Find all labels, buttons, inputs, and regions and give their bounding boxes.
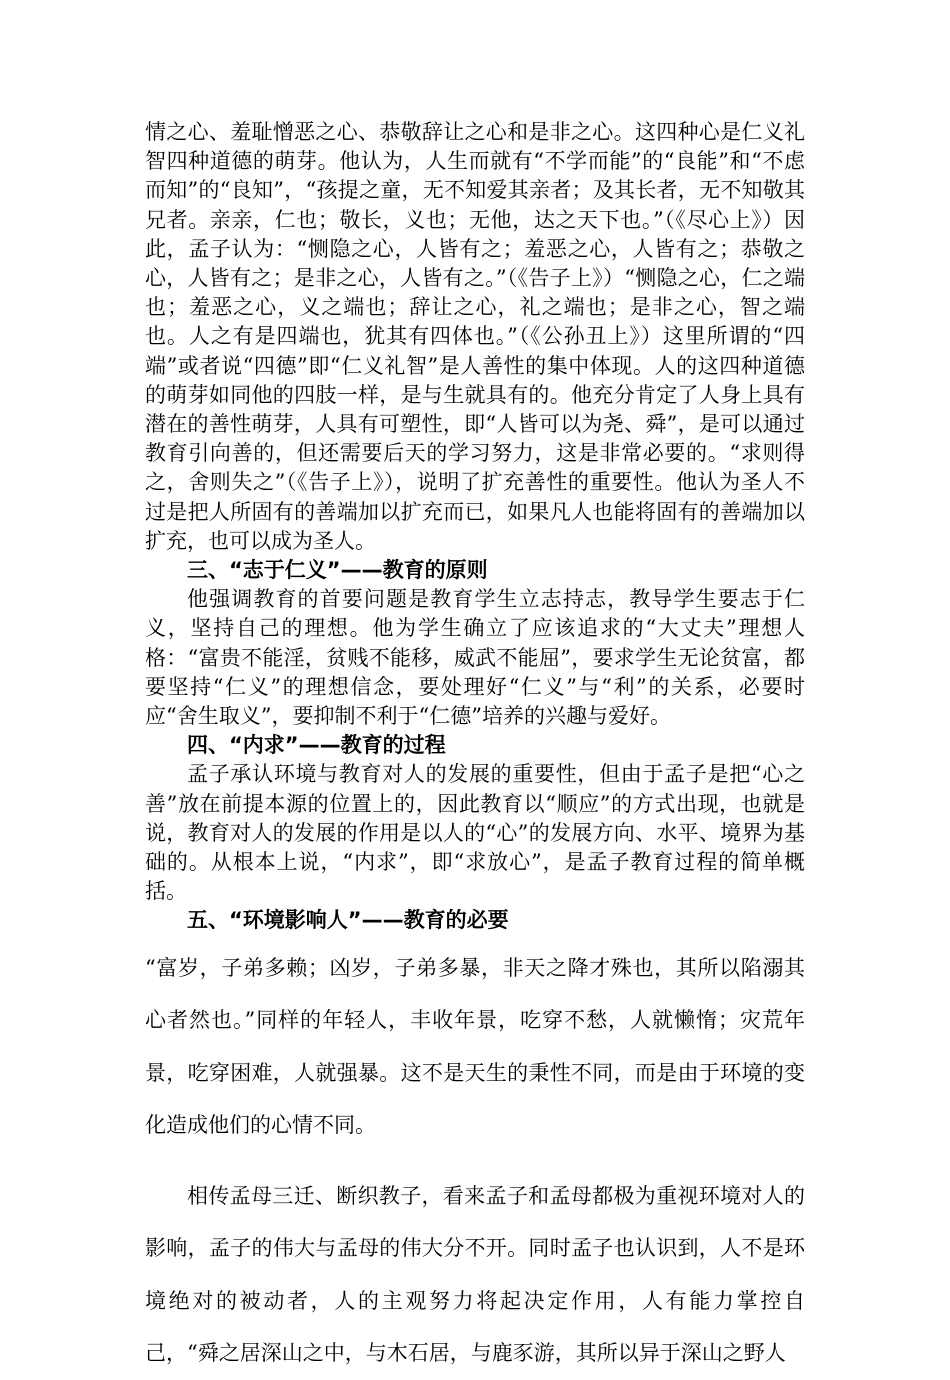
section-5-paragraph-1: “富岁，子弟多赖；凶岁，子弟多暴，非天之降才殊也，其所以陷溺其心者然也。”同样的年轻人，丰收年景，吃穿不愁，人就懒惰；灾荒年景，吃穿困难，人就强暴。这不是天生的秉性不同，而是由于环境的变化造成他们的心情不同。 xyxy=(145,955,805,1138)
section-5-paragraph-2: 相传孟母三迁、断织教子，看来孟子和孟母都极为重视环境对人的影响，孟子的伟大与孟母的伟大分不开。同时孟子也认识到，人不是环境绝对的被动者，人的主观努力将起决定作用，人有能力掌控自己，“舜之居深山之中，与木石居，与鹿豕游，其所以异于深山之野人 xyxy=(145,1183,805,1366)
section-4-heading: 四、“内求”——教育的过程 xyxy=(187,733,446,758)
document-body xyxy=(145,118,805,1380)
section-5-heading: 五、“环境影响人”——教育的必要 xyxy=(187,908,509,933)
section-3-heading: 三、“志于仁义”——教育的原则 xyxy=(187,558,488,583)
intro-paragraph: 情之心、羞耻憎恶之心、恭敬辞让之心和是非之心。这四种心是仁义礼智四种道德的萌芽。他认为，人生而就有“不学而能”的“良能”和“不虑而知”的“良知”，“孩提之童，无不知爱其亲者；及其长者，无不知敬其兄者。亲亲，仁也；敬长，义也；无他，达之天下也。”（《尽心上》）因此，孟子认为：“恻隐之心，人皆有之；羞恶之心，人皆有之；恭敬之心，人皆有之；是非之心，人皆有之。”（《告子上》）“恻隐之心，仁之端也；羞恶之心，义之端也；辞让之心，礼之端也；是非之心，智之端也。人之有是四端也，犹其有四体也。”（《公孙丑上》）这里所谓的“四端”或者说“四德”即“仁义礼智”是人善性的集中体现。人的这四种道德的萌芽如同他的四肢一样，是与生就具有的。他充分肯定了人身上具有潜在的善性萌芽，人具有可塑性，即“人皆可以为尧、舜”，是可以通过教育引向善的，但还需要后天的学习努力，这是非常必要的。“求则得之，舍则失之”（《告子上》），说明了扩充善性的重要性。他认为圣人不过是把人所固有的善端加以扩充而已，如果凡人也能将固有的善端加以扩充，也可以成为圣人。 xyxy=(145,120,805,553)
section-3-paragraph: 他强调教育的首要问题是教育学生立志持志，教导学生要志于仁义，坚持自己的理想。他为学生确立了应该追求的“大丈夫”理想人格：“富贵不能淫，贫贱不能移，威武不能屈”，要求学生无论贫富，都要坚持“仁义”的理想信念，要处理好“仁义”与“利”的关系，必要时应“舍生取义”，要抑制不利于“仁德”培养的兴趣与爱好。 xyxy=(145,587,805,729)
section-4-paragraph: 孟子承认环境与教育对人的发展的重要性，但由于孟子是把“心之善”放在前提本源的位置上的，因此教育以“顺应”的方式出现，也就是说，教育对人的发展的作用是以人的“心”的发展方向、水平、境界为基础的。从根本上说，“内求”，即“求放心”，是孟子教育过程的简单概括。 xyxy=(145,762,805,904)
